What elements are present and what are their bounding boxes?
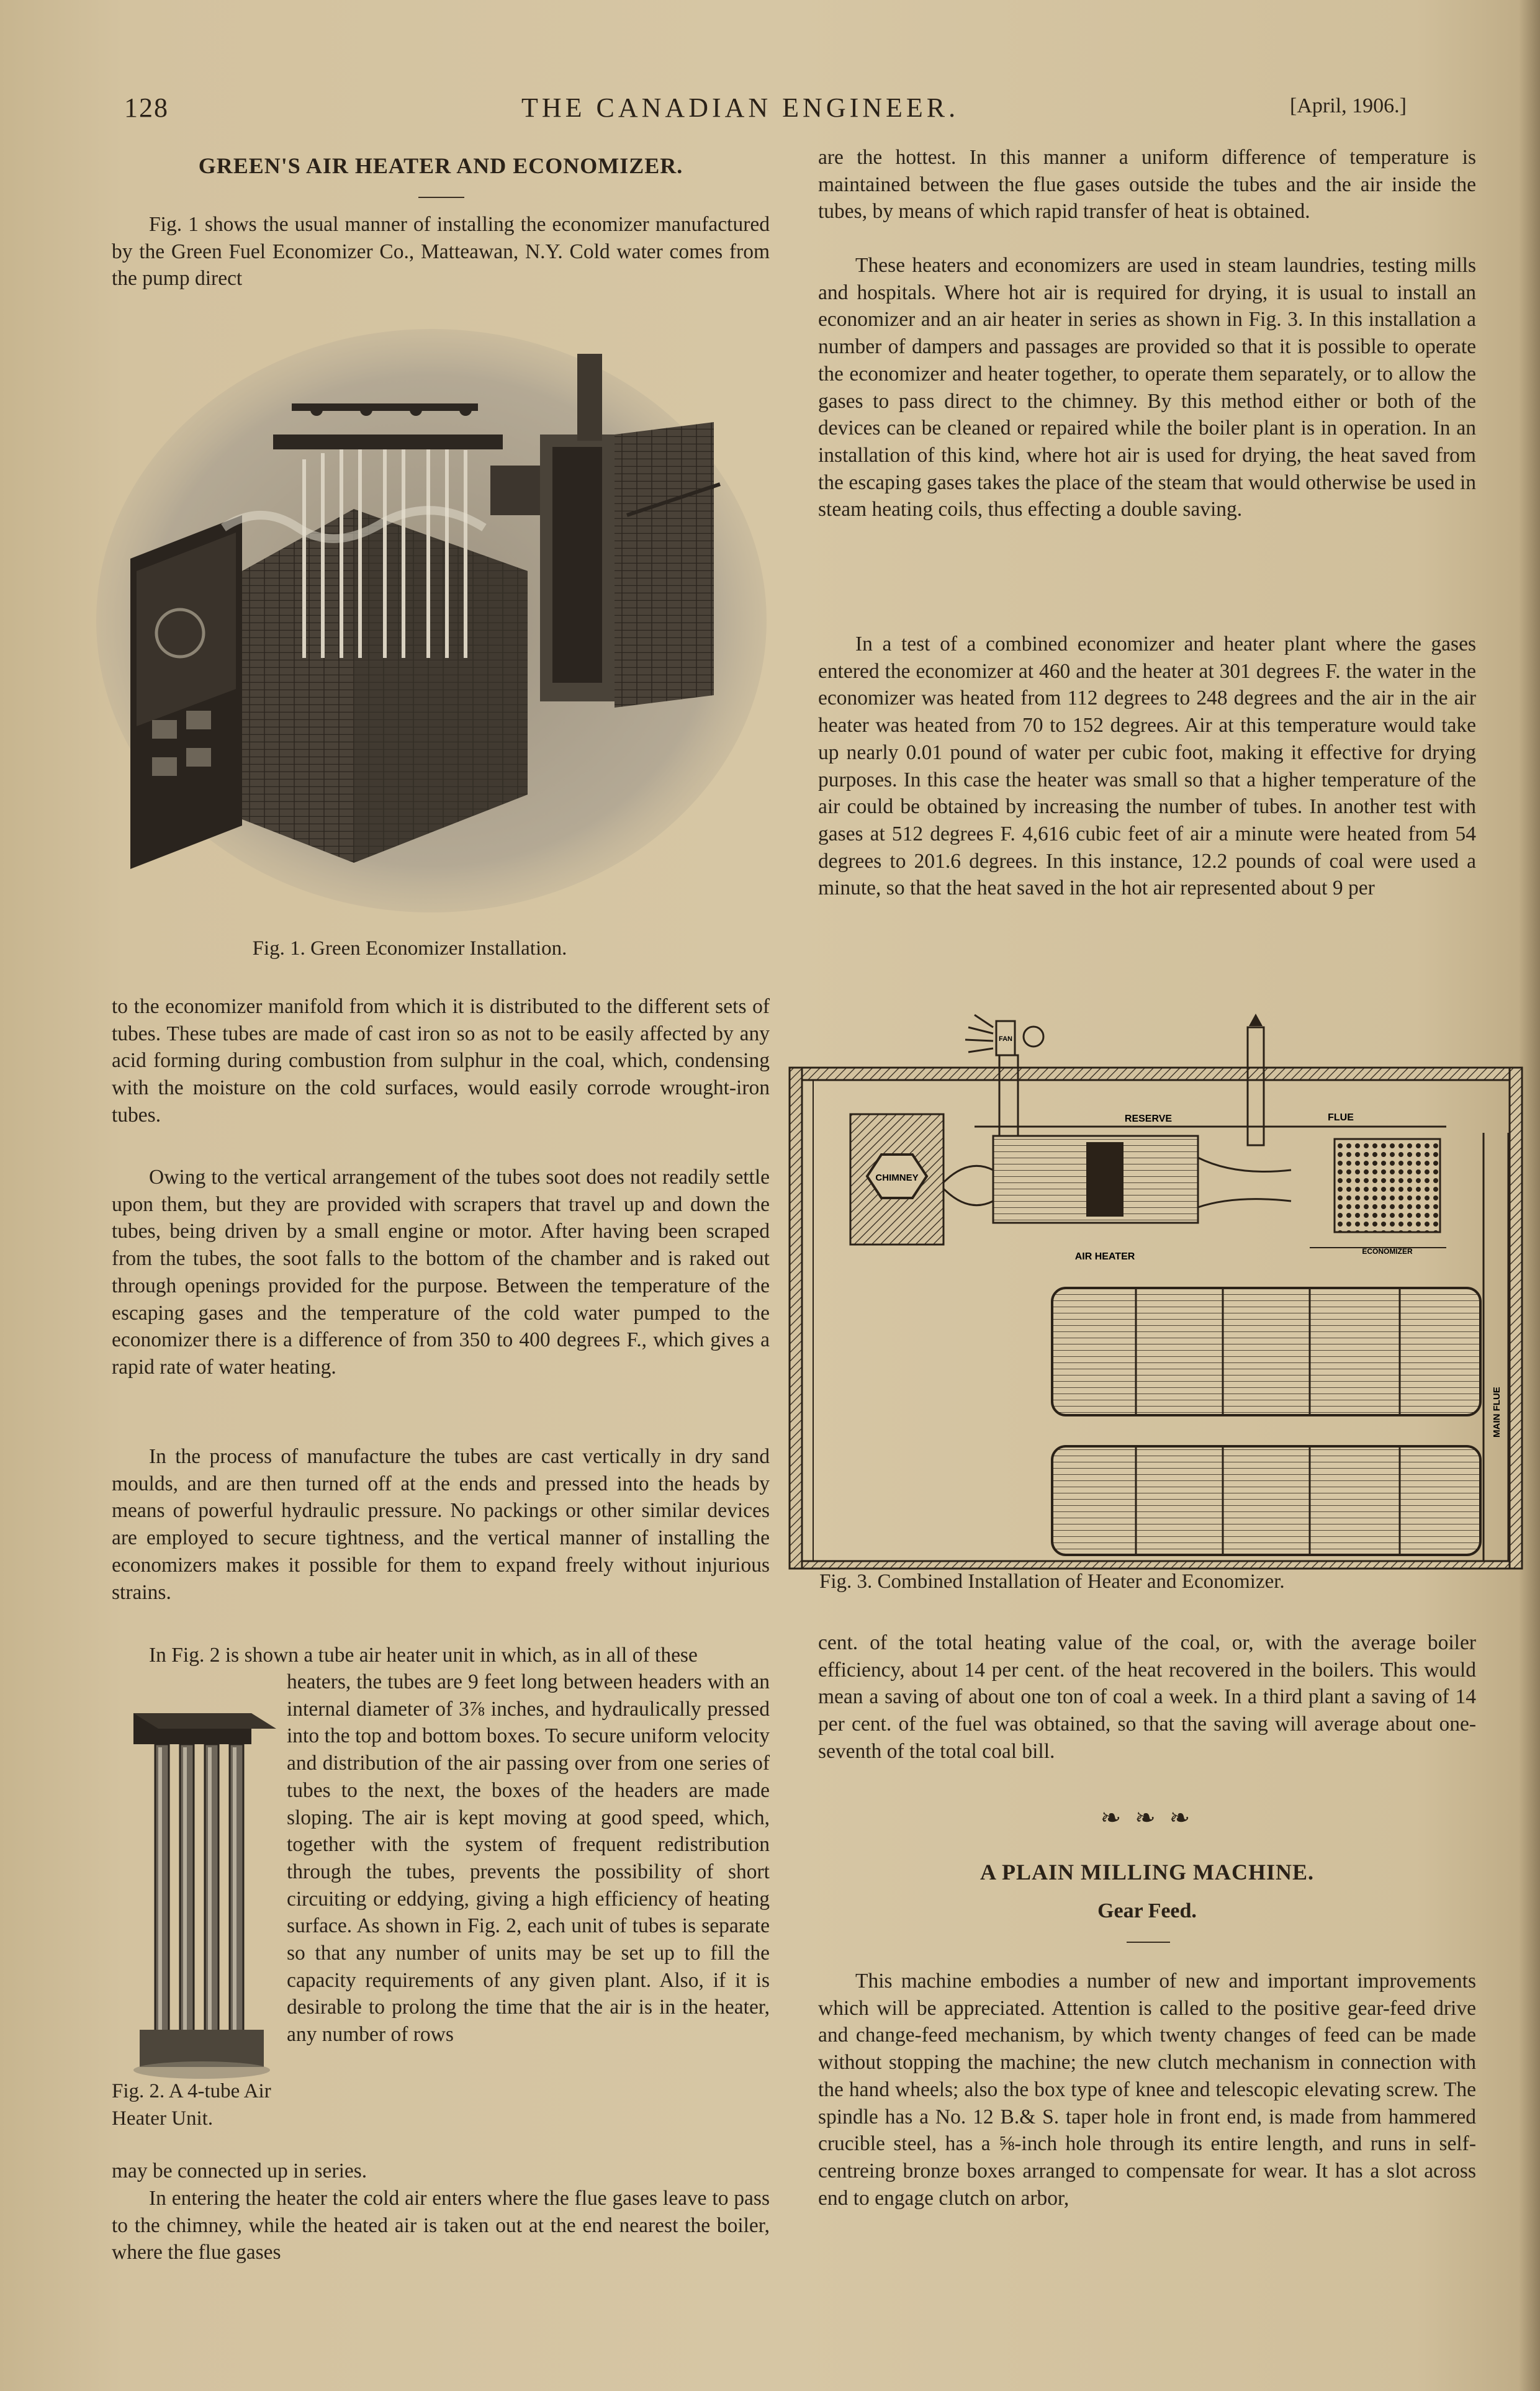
fig1-caption: Fig. 1. Green Economizer Installation. [252,937,567,960]
fig2-caption: Fig. 2. A 4-tube Air Heater Unit. [112,2080,271,2130]
article-paragraph: to the economizer manifold from which it is distributed to the different sets of tubes. These tubes are made of cast iron so as not to be easily affected by any acid forming during combustion from sulphur in the coal, which, condensing with the moisture on the cold surfaces, would easily corrode wrought-iron tubes. [112,995,770,1127]
article-paragraph: In the process of manufacture the tubes are cast vertically in dry sand moulds, and are then turned off at the ends and pressed into the heads by means of powerful hydraulic pressure. No packings or other similar devices are employed to secure tightness, and the vertical manner of installing the economizers makes it possible for them to expand freely without injurious strains. [112,1445,770,1604]
reserve-label: RESERVE [1124,1114,1173,1124]
article-subtitle: Gear Feed. [1097,1899,1197,1922]
chimney-label: CHIMNEY [875,1173,919,1183]
main-flue-label: MAIN FLUE [1492,1387,1502,1438]
title-rule [418,197,464,198]
economizer-label: ECONOMIZER [1362,1247,1413,1256]
fig2-tube-heater-illustration [127,1713,286,2079]
section-ornament: ❧ ❧ ❧ [1100,1804,1194,1832]
issue-date: [April, 1906.] [1290,94,1407,117]
article-paragraph: In entering the heater the cold air enters where the flue gases leave to pass to the chimney, while the heated air is taken out at the end nearest the boiler, where the flue gases [112,2187,770,2264]
fig1-economizer-illustration [93,310,770,919]
article-title: A PLAIN MILLING MACHINE. [979,1860,1315,1884]
flue-label: FLUE [1328,1112,1354,1123]
article-title: GREEN'S AIR HEATER AND ECONOMIZER. [198,153,683,178]
fig3-caption: Fig. 3. Combined Installation of Heater and Economizer. [819,1570,1285,1593]
fan-label: FAN [999,1035,1012,1043]
article-paragraph: are the hottest. In this manner a uniform difference of temperature is maintained between the flue gases outside the tubes and the air inside the tubes, by means of which rapid transfer of heat is obtained. [818,146,1476,223]
journal-title: THE CANADIAN ENGINEER. [521,92,960,123]
article-paragraph: may be connected up in series. [112,2159,367,2182]
article-paragraph: cent. of the total heating value of the coal, or, with the average boiler efficiency, about 14 per cent. of the heat recovered in the boilers. This would mean a saving of about one ton of coal a week. In a third plant a saving of 14 per cent. of the fuel was obtained, so that the saving will average about one-seventh of the total coal bill. [818,1631,1476,1763]
article-paragraph: Owing to the vertical arrangement of the tubes soot does not readily settle upon them, but they are provided with scrapers that travel up and down the tubes, being driven by a small engine or motor. After having been scraped from the tubes, the soot falls to the bottom of the chamber and is raked out through openings provided for the purpose. Between the temperature of the escaping gases and the temperature of the cold water pumped to the economizer there is a difference of from 350 to 400 degrees F., which gives a rapid rate of water heating. [112,1166,770,1379]
article-paragraph: This machine embodies a number of new and important improvements which will be appreciated. Attention is called to the positive gear-feed drive and change-feed mechanism, by which twenty changes of feed can be made without stopping the machine; the new clutch mechanism in connection with the hand wheels; also the box type of knee and telescopic elevating screw. The spindle has a No. 12 B.& S. taper hole in front end, is made from hammered crucible steel, has a ⅝-inch hole through its entire length, and runs in self-centreing bronze boxes arranged to compensate for wear. It has a slot across end to engage clutch on arbor, [818,1970,1476,2210]
article-paragraph: Fig. 1 shows the usual manner of installing the economizer manufactured by the Green Fuel Economizer Co., Matteawan, N.Y. Cold water comes from the pump direct [112,213,770,290]
article-paragraph: These heaters and economizers are used in steam laundries, testing mills and hospitals. Where hot air is required for drying, it is usual to install an economizer and an air heater in series as shown in Fig. 3. In this installation a number of dampers and passages are provided so that it is possible to operate the economizer and heater together, to operate them separately, or to allow the gases to pass direct to the chimney. By this method either or both of the devices can be cleaned or repaired while the boiler plant is in operation. In an installation of this kind, where hot air is used for drying, the heat saved from the escaping gases takes the place of the steam that would otherwise be used in steam heating coils, thus effecting a double saving. [818,254,1476,521]
article-paragraph: heaters, the tubes are 9 feet long between headers with an internal diameter of 3⅞ inches, and hydraulically pressed into the top and bottom boxes. To secure uniform velocity and distribution of the air passing over from one series of tubes to the next, the boxes of the headers are made sloping. The air is kept moving at good speed, which, together with the system of frequent redistribution through the tubes, prevents the possibility of short circuiting or eddying, giving a high efficiency of heating surface. As shown in Fig. 2, each unit of tubes is separate so that any number of units may be set up to fill the capacity requirements of any given plant. Also, if it is desirable to prolong the time that the air is in the heater, any number of rows [287,1670,770,2047]
fig3-combined-installation-plan [788,1002,1527,1570]
air-heater-label: AIR HEATER [1074,1251,1135,1262]
article-paragraph: In Fig. 2 is shown a tube air heater unit in which, as in all of these [149,1644,698,1667]
subtitle-rule [1127,1942,1170,1943]
page-number: 128 [124,92,169,123]
article-paragraph: In a test of a combined economizer and heater plant where the gases entered the economizer at 460 and the heater at 301 degrees F. the water in the economizer was heated from 112 degrees to 248 degrees and the air in the air heater was heated from 70 to 152 degrees. Air at this temperature would take up nearly 0.01 pound of water per cubic foot, making it effective for drying purposes. In this case the heater was small so that a higher temperature of the air could be obtained by increasing the number of tubes. In another test with gases at 512 degrees F. 4,616 cubic feet of air a minute were heated from 54 degrees to 201.6 degrees. In this instance, 12.2 pounds of coal were used a minute, so that the heat saved in the hot air represented about 9 per [818,633,1476,900]
